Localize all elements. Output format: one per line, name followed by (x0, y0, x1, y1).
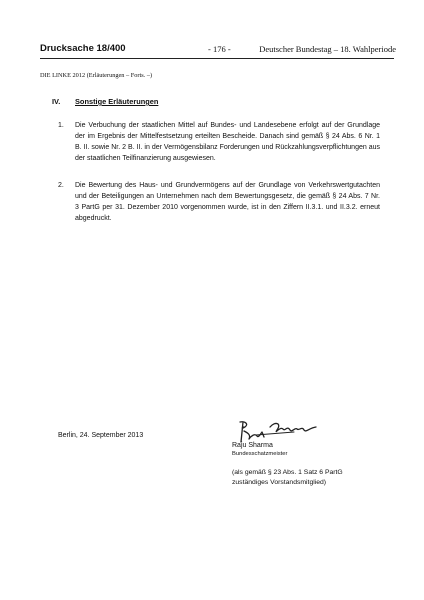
meta-line: DIE LINKE 2012 (Erläuterungen – Forts. –) (40, 72, 153, 79)
page-header (40, 43, 396, 59)
section-title: Sonstige Erläuterungen (75, 97, 159, 106)
page-number: - 176 - (208, 44, 231, 54)
document-number: Drucksache 18/400 (40, 43, 126, 54)
item-text: Die Bewertung des Haus- und Grundvermögens auf der Grundlage von Verkehrswertgutachten und der Beteiligungen an Unternehmen nach dem Bewertungsgesetz, die gemäß § 24 Abs. 7 Nr. 3 PartG per 31. Dezember 2010 vorgenommen wurde, ist in den Ziffern II.3.1. und II.3.2. erneut abgedruckt. (75, 182, 380, 222)
item-number: 2. (58, 182, 64, 189)
signer-role: Bundesschatzmeister (232, 451, 288, 457)
publisher-name: Deutscher Bundestag – 18. Wahlperiode (259, 44, 396, 54)
section-number: IV. (52, 97, 61, 106)
place-and-date: Berlin, 24. September 2013 (58, 432, 144, 439)
header-divider (40, 58, 394, 59)
signer-block (232, 441, 372, 488)
signer-note: (als gemäß § 23 Abs. 1 Satz 6 PartG zuständiges Vorstandsmitglied) (232, 469, 343, 486)
item-text: Die Verbuchung der staatlichen Mittel auf Bundes- und Landesebene erfolgt auf der Grundlage der im Ergebnis der Mittelfestsetzung erteilten Bescheide. Danach sind gemäß § 24 Abs. 6 Nr. 1 B. II. sowie Nr. 2 B. II. in der Vermögensbilanz Forderungen und Rückzahlungsverpflichtungen aus der staatlichen Teilfinanzierung ausgewiesen. (75, 122, 380, 162)
item-number: 1. (58, 122, 64, 129)
signer-name: Raju Sharma (232, 442, 273, 449)
